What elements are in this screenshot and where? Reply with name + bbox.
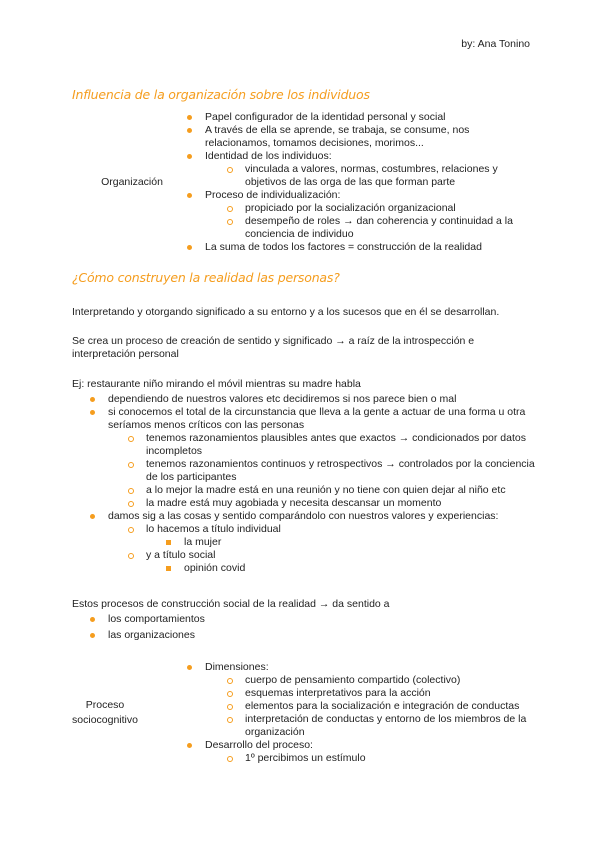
sub-list-item-text: la madre está muy agobiada y necesita descansar un momento — [146, 497, 442, 509]
proceso-list — [185, 661, 545, 765]
sub-list-item-text: propiciado por la socialización organizacional — [245, 202, 456, 214]
list-item — [88, 510, 538, 575]
sub-sub-list-item — [164, 562, 538, 575]
example-intro: Ej: restaurante niño mirando el móvil mientras su madre habla — [72, 378, 361, 390]
list-item — [185, 111, 520, 124]
list-item-text: las organizaciones — [108, 629, 195, 641]
organizacion-list — [185, 111, 520, 254]
sub-list-item-text: cuerpo de pensamiento compartido (colectivo) — [245, 674, 461, 686]
list-item — [88, 629, 388, 642]
sub-list-item-text: tenemos razonamientos continuos y retrospectivos → controlados por la conciencia de los participantes — [146, 458, 535, 483]
list-item — [185, 150, 520, 189]
sub-sub-list-item — [164, 536, 538, 549]
sub-list-item — [225, 202, 520, 215]
sub-list-item — [225, 752, 545, 765]
sub-list-item — [126, 458, 538, 484]
sub-list-item-text: esquemas interpretativos para la acción — [245, 687, 431, 699]
sub-list-item — [126, 523, 538, 549]
list-item-text: La suma de todos los factores = construcción de la realidad — [205, 241, 482, 253]
list-item — [185, 739, 545, 765]
sub-list-item — [126, 549, 538, 575]
sub-list-item-text: tenemos razonamientos plausibles antes que exactos → condicionados por datos incompletos — [146, 432, 526, 457]
sub-list-item-text: 1º percibimos un estímulo — [245, 752, 366, 764]
list-item-text: Proceso de individualización: — [205, 189, 341, 201]
author-credit: by: Ana Tonino — [461, 38, 530, 50]
list-item-text: Dimensiones: — [205, 661, 269, 673]
list-item-text: los comportamientos — [108, 613, 205, 625]
paragraph-interpretando: Interpretando y otorgando significado a su entorno y a los sucesos que en él se desarrollan. — [72, 306, 500, 318]
sub-list-item — [126, 484, 538, 497]
sub-list-item-text: y a título social — [146, 549, 216, 561]
section-heading-realidad: ¿Cómo construyen la realidad las personas? — [72, 270, 340, 285]
list-item — [185, 189, 520, 241]
sub-list-item-text: interpretación de conductas y entorno de los miembros de la organización — [245, 713, 527, 738]
paragraph-proceso-sentido: Se crea un proceso de creación de sentido y significado → a raíz de la introspección e interpretación personal — [72, 335, 475, 360]
conclusion-text: Estos procesos de construcción social de la realidad → da sentido a — [72, 598, 390, 610]
list-item-text: Papel configurador de la identidad personal y social — [205, 111, 446, 123]
list-item-text: si conocemos el total de la circunstancia que lleva a la gente a actuar de una forma u otra seríamos menos críticos con las personas — [108, 406, 526, 431]
example-list — [88, 393, 538, 575]
label-line: Proceso — [85, 699, 125, 711]
sub-sub-list-item-text: opinión covid — [184, 562, 246, 574]
list-item — [88, 613, 388, 626]
list-item — [185, 124, 520, 150]
sub-list-item-text: a lo mejor la madre está en una reunión y no tiene con quien dejar al niño etc — [146, 484, 506, 496]
sub-list-item-text: lo hacemos a título individual — [146, 523, 281, 535]
list-item — [88, 393, 538, 406]
label-line: sociocognitivo — [72, 714, 138, 726]
sub-list-item-text: elementos para la socialización e integración de conductas — [245, 700, 520, 712]
sub-list-item-text: vinculada a valores, normas, costumbres, relaciones y objetivos de las orga de las que forman parte — [245, 163, 498, 188]
section-heading-influencia: Influencia de la organización sobre los individuos — [72, 87, 370, 102]
list-item-text: A través de ella se aprende, se trabaja, se consume, nos relacionamos, tomamos decisiones, morimos... — [205, 124, 470, 149]
list-item-text: dependiendo de nuestros valores etc decidiremos si nos parece bien o mal — [108, 393, 457, 405]
sub-list-item — [225, 215, 520, 241]
list-item-text: Identidad de los individuos: — [205, 150, 332, 162]
sub-list-item-text: desempeño de roles → dan coherencia y continuidad a la conciencia de individuo — [245, 215, 513, 240]
sub-list-item — [225, 163, 520, 189]
sub-list-item — [126, 432, 538, 458]
conclusion-list — [88, 613, 388, 642]
sub-list-item — [225, 674, 545, 687]
sub-list-item — [126, 497, 538, 510]
sub-list-item — [225, 700, 545, 713]
list-item — [185, 661, 545, 739]
sub-list-item — [225, 713, 545, 739]
list-item — [88, 406, 538, 510]
list-item-text: damos sig a las cosas y sentido comparándolo con nuestros valores y experiencias: — [108, 510, 499, 522]
sub-sub-list-item-text: la mujer — [184, 536, 222, 548]
proceso-sociocognitivo-label — [55, 699, 155, 727]
organizacion-label: Organización — [101, 176, 163, 188]
list-item — [185, 241, 520, 254]
list-item-text: Desarrollo del proceso: — [205, 739, 313, 751]
sub-list-item — [225, 687, 545, 700]
